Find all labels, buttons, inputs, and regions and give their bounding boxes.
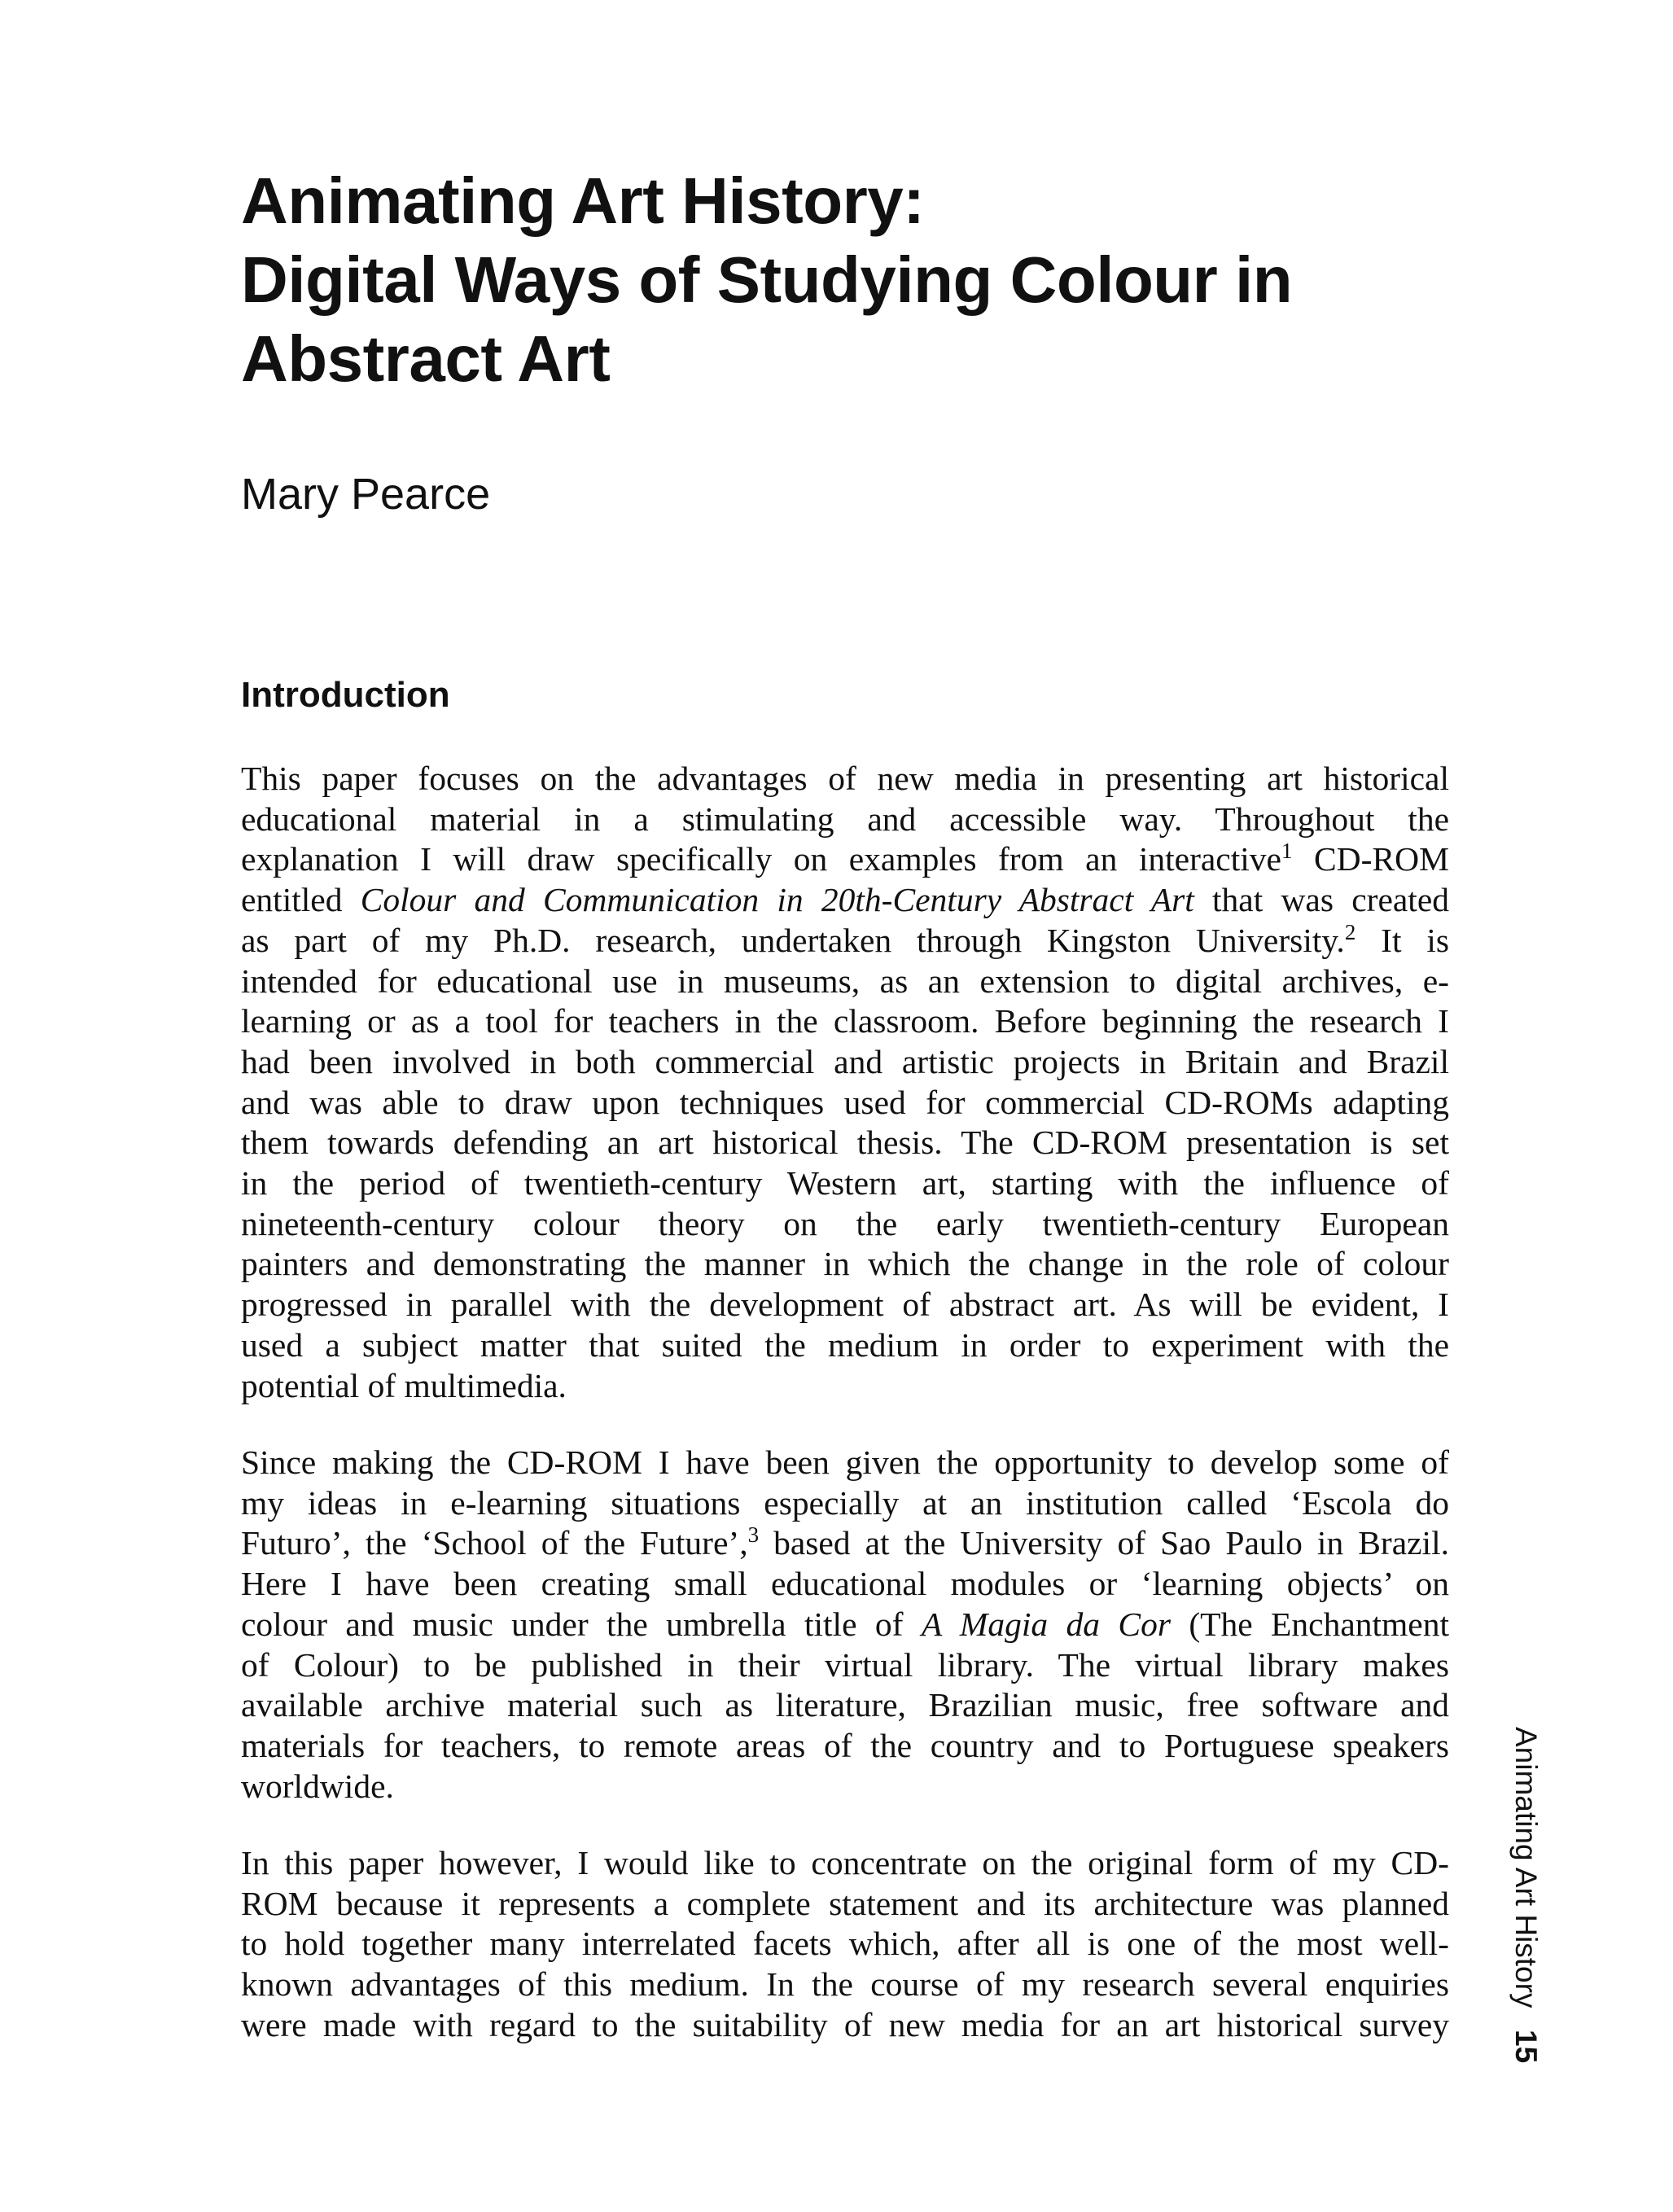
article-title-line: Animating Art History: (241, 164, 925, 237)
article-title-line: Abstract Art (241, 322, 611, 395)
text-run: (The Enchantment (1170, 1605, 1449, 1643)
text-line: educational material in a stimulating and accessible way. Throughout the (241, 799, 1449, 838)
text-line: progressed in parallel with the development of abstract art. As will be evident, I (241, 1286, 1449, 1324)
text-run: entitled (241, 881, 361, 919)
footnote-marker: 1 (1281, 839, 1293, 864)
module-title: A Magia da Cor (921, 1605, 1171, 1643)
text-line: In this paper however, I would like to concentrate on the original form of my CD- (241, 1844, 1449, 1881)
text-line: of Colour) to be published in their virtual library. The virtual library makes (241, 1645, 1449, 1684)
text-line: nineteenth-century colour theory on the early twentieth-century European (241, 1204, 1449, 1242)
article-title-line: Digital Ways of Studying Colour in (241, 243, 1293, 316)
text-run: as part of my Ph.D. research, undertaken through Kingston University. (241, 921, 1345, 959)
text-line: This paper focuses on the advantages of new media in presenting art historical (241, 760, 1449, 797)
body-paragraph (241, 1843, 1449, 2046)
section-heading: Introduction (241, 675, 450, 715)
text-line: my ideas in e-learning situations especially at an institution called ‘Escola do (241, 1483, 1449, 1522)
footnote-marker: 3 (747, 1522, 760, 1548)
text-line (241, 880, 1449, 921)
text-line: known advantages of this medium. In the course of my research several enquiries (241, 1965, 1449, 2004)
text-line: Here I have been creating small educational modules or ‘learning objects’ on (241, 1565, 1449, 1603)
text-run: that was created (1193, 881, 1449, 919)
text-line: Since making the CD-ROM I have been given the opportunity to develop some of (241, 1443, 1449, 1481)
text-line: potential of multimedia. (241, 1366, 567, 1404)
text-line: in the period of twentieth-century Western art, starting with the influence of (241, 1164, 1449, 1202)
text-run: CD-ROM (1292, 840, 1449, 878)
cd-rom-title: Colour and Communication in 20th-Century Abstract Art (360, 881, 1194, 919)
body-paragraph (241, 1443, 1449, 1807)
text-line: learning or as a tool for teachers in the classroom. Before beginning the research I (241, 1002, 1449, 1040)
text-line: ROM because it represents a complete statement and its architecture was planned (241, 1884, 1449, 1922)
page-number: 15 (1509, 2029, 1543, 2063)
text-line: worldwide. (241, 1767, 394, 1805)
text-line (241, 839, 1449, 880)
text-line: intended for educational use in museums, as an extension to digital archives, e- (241, 961, 1449, 1000)
text-line: had been involved in both commercial and artistic projects in Britain and Brazil (241, 1042, 1449, 1080)
text-line: to hold together many interrelated facets which, after all is one of the most well- (241, 1925, 1449, 1963)
text-run: colour and music under the umbrella title of (241, 1605, 922, 1643)
text-run: explanation I will draw specifically on examples from an interactive (241, 840, 1281, 878)
text-run: Futuro’, the ‘School of the Future’, (241, 1524, 748, 1562)
footnote-marker: 2 (1344, 919, 1356, 944)
body-paragraph (241, 759, 1449, 1406)
article-title (241, 161, 1462, 398)
running-head-title: Animating Art History (1509, 1727, 1543, 2008)
running-head (1501, 1727, 1550, 2183)
text-run: It is (1355, 921, 1449, 959)
text-line: were made with regard to the suitability of new media for an art historical survey (241, 2005, 1449, 2043)
text-line: and was able to draw upon techniques used for commercial CD-ROMs adapting (241, 1083, 1449, 1121)
text-line: them towards defending an art historical thesis. The CD-ROM presentation is set (241, 1124, 1449, 1162)
text-line: available archive material such as literature, Brazilian music, free software and (241, 1686, 1449, 1724)
author-name: Mary Pearce (241, 470, 491, 519)
text-line (241, 1605, 1449, 1645)
text-line: painters and demonstrating the manner in which the change in the role of colour (241, 1245, 1449, 1283)
text-run: based at the University of Sao Paulo in Brazil. (759, 1524, 1449, 1562)
text-line (241, 1523, 1449, 1564)
text-line: used a subject matter that suited the medium in order to experiment with the (241, 1325, 1449, 1364)
text-line: materials for teachers, to remote areas of the country and to Portuguese speakers (241, 1726, 1449, 1764)
text-line (241, 921, 1449, 961)
